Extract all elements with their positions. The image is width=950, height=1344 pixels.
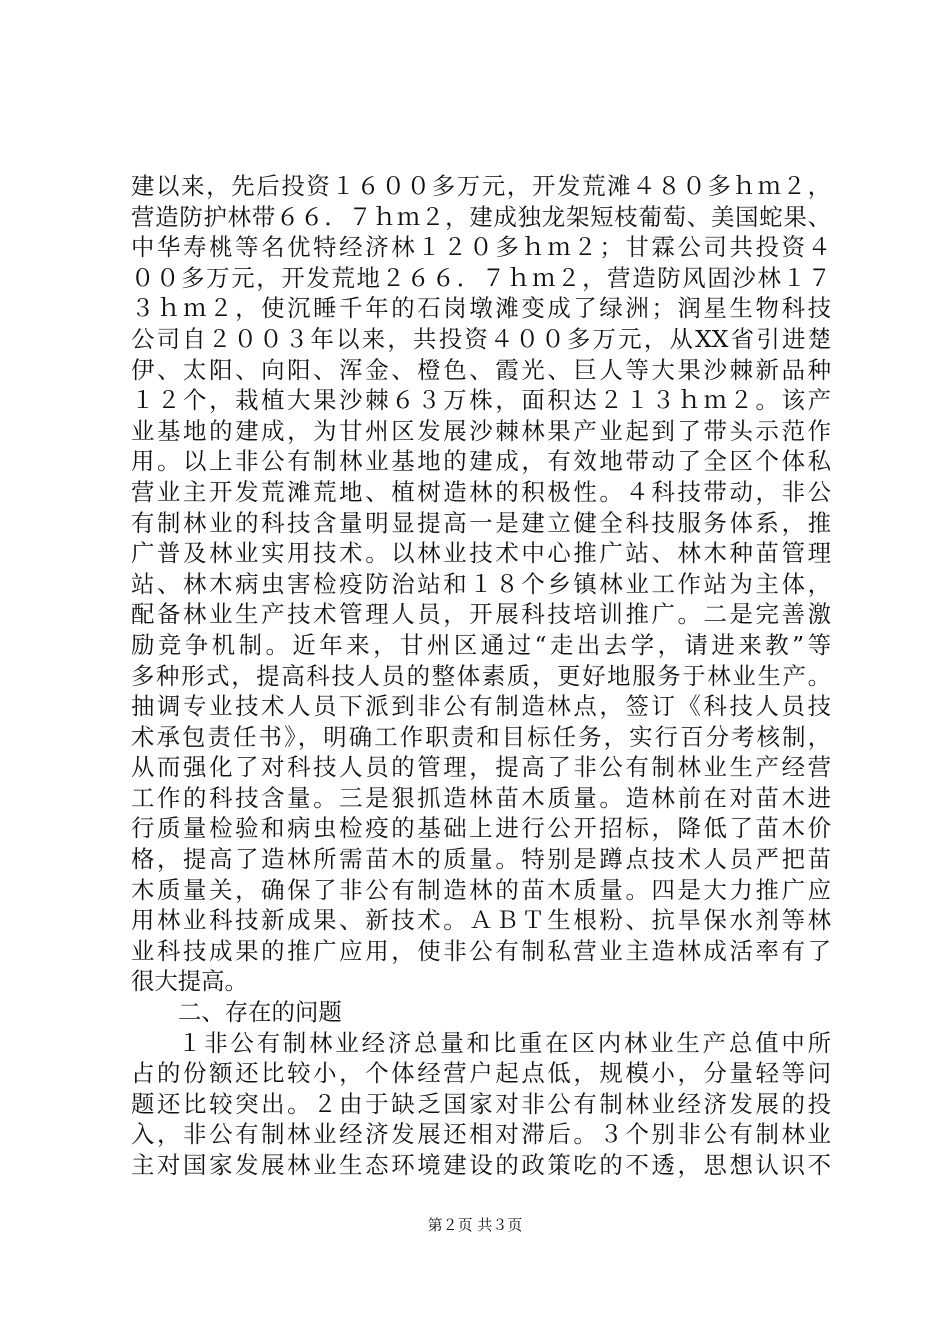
body-line: 用林业科技新成果、新技术。ＡＢＴ生根粉、抗旱保水剂等林 — [131, 906, 831, 935]
body-line: 建以来，先后投资１６００多万元，开发荒滩４８０多ｈｍ２， — [131, 172, 831, 200]
body-line: 伊、太阳、向阳、浑金、橙色、霞光、巨人等大果沙棘新品种 — [131, 355, 831, 384]
body-line: 很大提高。 — [131, 967, 248, 996]
body-line: 格，提高了造林所需苗木的质量。特别是蹲点技术人员严把苗 — [131, 845, 831, 874]
body-line: 配备林业生产技术管理人员，开展科技培训推广。二是完善激 — [131, 600, 831, 629]
body-line: 术承包责任书》，明确工作职责和目标任务，实行百分考核制， — [131, 722, 831, 751]
body-line: 从而强化了对科技人员的管理，提高了非公有制林业生产经营 — [131, 753, 831, 782]
document-body — [131, 171, 831, 1181]
body-line: 营业主开发荒滩荒地、植树造林的积极性。４科技带动，非公 — [131, 477, 831, 506]
body-line: 多种形式，提高科技人员的整体素质，更好地服务于林业生产。 — [131, 661, 831, 690]
section-line: １非公有制林业经济总量和比重在区内林业生产总值中所 — [178, 1028, 831, 1057]
section-line: 主对国家发展林业生态环境建设的政策吃的不透，思想认识不 — [131, 1151, 831, 1179]
body-line: 中华寿桃等名优特经济林１２０多ｈｍ２；甘霖公司共投资４ — [131, 233, 831, 262]
body-line: 公司自２００３年以来，共投资４００多万元，从XX省引进楚 — [131, 324, 831, 353]
page-number-footer: 第２页 共３页 — [427, 1216, 523, 1234]
body-line: 站、林木病虫害检疫防治站和１８个乡镇林业工作站为主体， — [131, 569, 831, 598]
body-line: 用。以上非公有制林业基地的建成，有效地带动了全区个体私 — [131, 447, 831, 476]
body-line: 营造防护林带６６．７ｈｍ２，建成独龙架短枝葡萄、美国蛇果、 — [131, 202, 831, 231]
body-line: 业基地的建成，为甘州区发展沙棘林果产业起到了带头示范作 — [131, 416, 831, 445]
section-heading: 二、存在的问题 — [178, 998, 342, 1027]
body-line: 抽调专业技术人员下派到非公有制造林点，签订《科技人员技 — [131, 692, 831, 721]
body-line: 有制林业的科技含量明显提高一是建立健全科技服务体系，推 — [131, 508, 831, 537]
section-line: 入，非公有制林业经济发展还相对滞后。３个别非公有制林业 — [131, 1120, 831, 1149]
body-line: 业科技成果的推广应用，使非公有制私营业主造林成活率有了 — [131, 936, 831, 965]
body-line: 广普及林业实用技术。以林业技术中心推广站、林木种苗管理 — [131, 539, 831, 568]
body-line: １２个，栽植大果沙棘６３万株，面积达２１３ｈｍ２。该产 — [131, 386, 831, 415]
body-line: 木质量关，确保了非公有制造林的苗木质量。四是大力推广应 — [131, 875, 831, 904]
body-line: 行质量检验和病虫检疫的基础上进行公开招标，降低了苗木价 — [131, 814, 831, 843]
body-line: 工作的科技含量。三是狠抓造林苗木质量。造林前在对苗木进 — [131, 783, 831, 812]
section-line: 占的份额还比较小，个体经营户起点低，规模小，分量轻等问 — [131, 1059, 831, 1088]
body-line: ３ｈｍ２，使沉睡千年的石岗墩滩变成了绿洲；润星生物科技 — [131, 294, 831, 323]
body-line: ００多万元，开发荒地２６６．７ｈｍ２，营造防风固沙林１７ — [131, 263, 831, 292]
section-line: 题还比较突出。２由于缺乏国家对非公有制林业经济发展的投 — [131, 1089, 831, 1118]
body-line: 励竞争机制。近年来，甘州区通过“走出去学，请进来教”等 — [131, 630, 831, 659]
